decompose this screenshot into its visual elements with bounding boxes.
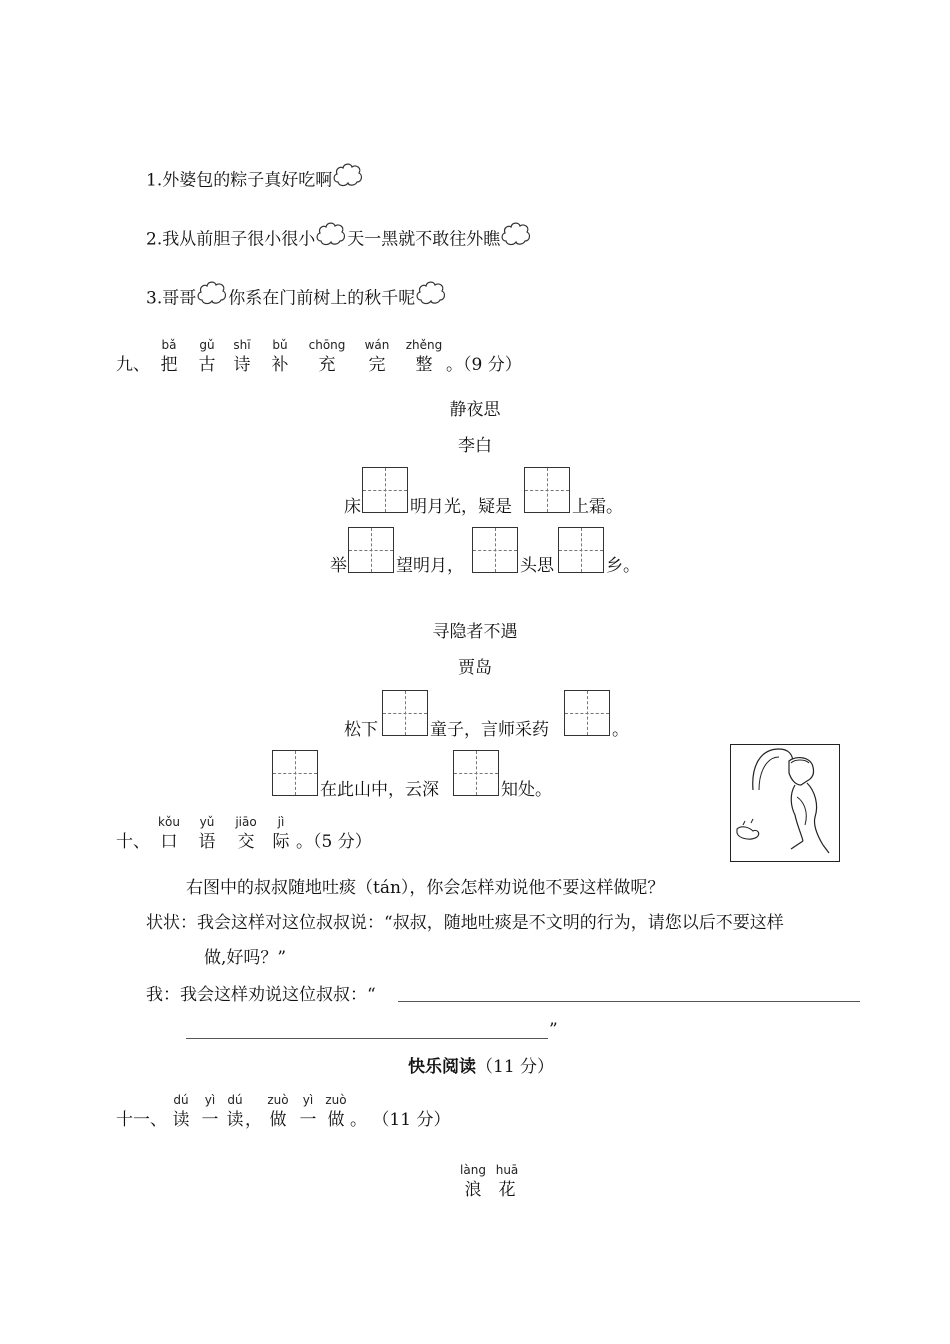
char-grid-box[interactable] — [348, 527, 394, 573]
ruby-char: dú 读 — [226, 1093, 244, 1130]
section-heading: 快乐阅读（11 分） — [408, 1057, 555, 1077]
cloud-blank-icon[interactable] — [315, 219, 347, 249]
cloud-blank-icon[interactable] — [196, 278, 228, 308]
cloud-blank-icon[interactable] — [500, 219, 532, 249]
char-grid-box[interactable] — [382, 690, 428, 736]
poem1-author: 李白 — [458, 436, 492, 456]
ruby-char: kǒu 口 — [158, 815, 180, 852]
ruby-char: wán 完 — [364, 338, 390, 375]
char-grid-box[interactable] — [524, 467, 570, 513]
poem-text: 松下 — [344, 720, 378, 740]
poem-text: 童子，言师采药 — [430, 720, 549, 740]
ruby-char: yǔ 语 — [198, 815, 216, 852]
cloud-blank-icon[interactable] — [415, 278, 447, 308]
poem1-title: 静夜思 — [449, 400, 501, 420]
char-grid-box[interactable] — [453, 750, 499, 796]
poem-text: 望明月， — [396, 556, 464, 576]
ruby-char: dú 读 — [172, 1093, 190, 1130]
char-grid-box[interactable] — [564, 690, 610, 736]
poem-text: 上霜。 — [572, 497, 623, 517]
poem-text: 。 — [612, 720, 629, 740]
ruby-char: gǔ 古 — [198, 338, 216, 375]
poem-text: 知处。 — [501, 780, 552, 800]
poem-text: 乡。 — [606, 556, 640, 576]
answer-line[interactable] — [398, 1001, 860, 1002]
char-grid-box[interactable] — [362, 467, 408, 513]
ruby-char: bǎ 把 — [160, 338, 178, 375]
punct-item-3: 3.哥哥 你系在门前树上的秋千呢 — [146, 284, 447, 314]
ruby-char: chōng 充 — [308, 338, 346, 375]
poem-text: 在此山中，云深 — [320, 780, 439, 800]
ruby-char: zuò 做 — [267, 1093, 289, 1130]
poem2-title: 寻隐者不遇 — [432, 622, 518, 642]
poem2-author: 贾岛 — [458, 658, 492, 678]
poem-text: 明月光，疑是 — [410, 497, 512, 517]
ruby-char: yì 一 — [299, 1093, 317, 1130]
ruby-char: jì 际 — [272, 815, 290, 852]
poem-text: 举 — [330, 556, 347, 576]
spitting-man-illustration — [730, 744, 840, 862]
ruby-char: jiāo 交 — [235, 815, 257, 852]
q10-prompt: 右图中的叔叔随地吐痰（tán），你会怎样劝说他不要这样做呢？ — [186, 878, 665, 898]
ruby-char: bǔ 补 — [271, 338, 289, 375]
char-grid-box[interactable] — [272, 750, 318, 796]
punct-item-2: 2.我从前胆子很小很小 天一黑就不敢往外瞧 — [146, 225, 532, 255]
q10-example-line2: 做,好吗？” — [204, 948, 287, 968]
q10-example-line1: 状状：我会这样对这位叔叔说：“叔叔，随地吐痰是不文明的行为，请您以后不要这样 — [146, 913, 784, 933]
q11-heading: 十一、 dú 读 yì 一 dú 读， zuò 做 yì 一 zuò 做 。 （11 分） — [116, 1093, 451, 1130]
q10-heading: 十、 kǒu 口 yǔ 语 jiāo 交 jì 际 。（5 分） — [116, 815, 372, 852]
closing-quote: ” — [549, 1020, 558, 1040]
q10-answer-label: 我：我会这样劝说这位叔叔：“ — [146, 985, 376, 1005]
ruby-char: shī 诗 — [233, 338, 251, 375]
answer-line[interactable] — [186, 1038, 548, 1039]
poem-text: 床 — [344, 497, 361, 517]
ruby-char: zhěng 整 — [405, 338, 443, 375]
char-grid-box[interactable] — [472, 527, 518, 573]
ruby-char: yì 一 — [201, 1093, 219, 1130]
poem-text: 头思 — [520, 556, 554, 576]
char-grid-box[interactable] — [558, 527, 604, 573]
cloud-blank-icon[interactable] — [332, 160, 364, 190]
story-title: làng 浪 huā 花 — [460, 1163, 519, 1200]
ruby-char: zuò 做 — [325, 1093, 347, 1130]
punct-item-1: 1.外婆包的粽子真好吃啊 — [146, 166, 364, 196]
q9-heading: 九、 bǎ 把 gǔ 古 shī 诗 bǔ 补 chōng 充 wán 完 zhěng 整 。（9 分） — [116, 338, 522, 375]
